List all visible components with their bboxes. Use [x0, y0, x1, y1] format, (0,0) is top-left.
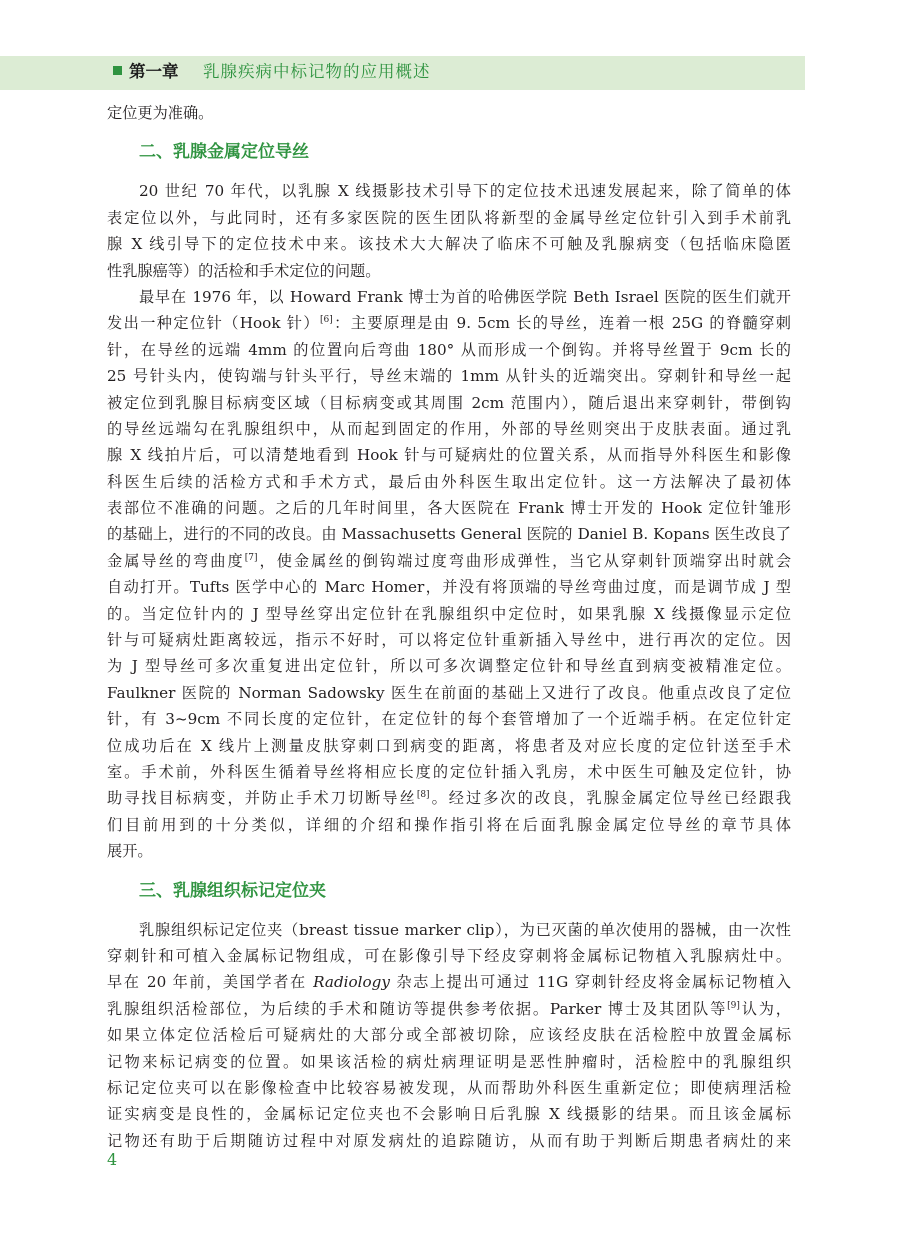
text-line: 腺 X 线引导下的定位技术中来。该技术大大解决了临床不可触及乳腺病变（包括临床隐匿	[107, 235, 791, 254]
text-line: 表部位不准确的问题。之后的几年时间里，各大医院在 Frank 博士开发的 Hook 定位针雏形	[107, 499, 791, 518]
text-line: 的。当定位针内的 J 型导丝穿出定位针在乳腺组织中定位时，如果乳腺 X 线摄像显示定位	[107, 604, 791, 623]
text-line: 为 J 型导丝可多次重复进出定位针，所以可多次调整定位针和导丝直到病变被精准定位。	[107, 657, 791, 676]
text-line: 记物还有助于后期随访过程中对原发病灶的追踪随访，从而有助于判断后期患者病灶的来	[107, 1131, 791, 1150]
section-heading-metal-wire: 二、乳腺金属定位导丝	[139, 142, 309, 163]
text-line: 展开。	[107, 842, 153, 861]
text-line: 针与可疑病灶距离较远，指示不好时，可以将定位针重新插入导丝中，进行再次的定位。因	[107, 631, 791, 650]
text-line: 性乳腺癌等）的活检和手术定位的问题。	[107, 261, 381, 280]
text-line: 们目前用到的十分类似，详细的介绍和操作指引将在后面乳腺金属定位导丝的章节具体	[107, 815, 791, 834]
text-line: 的基础上，进行的不同的改良。由 Massachusetts General 医院的 Daniel B. Kopans 医生改良了	[107, 525, 791, 544]
paragraph	[107, 917, 791, 1155]
page-body	[107, 100, 791, 1154]
text-line: 定位更为准确。	[107, 104, 214, 122]
text-line: 助寻找目标病变，并防止手术刀切断导丝[8]。经过多次的改良，乳腺金属定位导丝已经跟我	[107, 789, 791, 808]
intro-paragraph	[107, 100, 791, 126]
text-line: 腺 X 线拍片后，可以清楚地看到 Hook 针与可疑病灶的位置关系，从而指导外科医生和影像	[107, 446, 791, 465]
text-line: 自动打开。Tufts 医学中心的 Marc Homer，并没有将顶端的导丝弯曲过度，而是调节成 J 型	[107, 578, 791, 597]
text-line: 表定位以外，与此同时，还有多家医院的医生团队将新型的金属导丝定位针引入到手术前乳	[107, 208, 791, 227]
text-line: 25 号针头内，使钩端与针头平行，导丝末端的 1mm 从针头的近端突出。穿刺针和导丝一起	[107, 367, 791, 386]
text-line: 室。手术前，外科医生循着导丝将相应长度的定位针插入乳房，术中医生可触及定位针，协	[107, 762, 791, 781]
text-line: 穿刺针和可植入金属标记物组成，可在影像引导下经皮穿刺将金属标记物植入乳腺病灶中。	[107, 946, 791, 965]
chapter-number: 第一章	[129, 62, 179, 81]
text-line: 早在 20 年前，美国学者在 Radiology 杂志上提出可通过 11G 穿刺针经皮将金属标记物植入	[107, 973, 791, 992]
text-line: 位成功后在 X 线片上测量皮肤穿刺口到病变的距离，将患者及对应长度的定位针送至手术	[107, 736, 791, 755]
text-line: 乳腺组织活检部位，为后续的手术和随访等提供参考依据。Parker 博士及其团队等[9]认为，	[107, 999, 791, 1018]
text-line: 乳腺组织标记定位夹（breast tissue marker clip），为已灭菌的单次使用的器械，由一次性	[139, 920, 791, 939]
paragraph	[107, 284, 791, 865]
chapter-marker-icon	[113, 66, 122, 75]
text-line: 被定位到乳腺目标病变区域（目标病变或其周围 2cm 范围内），随后退出来穿刺针，带倒钩	[107, 393, 791, 412]
chapter-title: 乳腺疾病中标记物的应用概述	[203, 62, 431, 81]
text-line: 发出一种定位针（Hook 针）[6]：主要原理是由 9. 5cm 长的导丝，连着一根 25G 的脊髓穿刺	[107, 314, 791, 333]
text-line: 的导丝远端勾在乳腺组织中，从而起到固定的作用，外部的导丝则突出于皮肤表面。通过乳	[107, 419, 791, 438]
text-line: 最早在 1976 年，以 Howard Frank 博士为首的哈佛医学院 Beth Israel 医院的医生们就开	[139, 287, 791, 306]
text-line: 证实病变是良性的，金属标记定位夹也不会影响日后乳腺 X 线摄影的结果。而且该金属标	[107, 1105, 791, 1124]
section-heading-marker-clip: 三、乳腺组织标记定位夹	[139, 880, 326, 901]
text-line: 科医生后续的活检方式和手术方式，最后由外科医生取出定位针。这一方法解决了最初体	[107, 472, 791, 491]
text-line: 金属导丝的弯曲度[7]，使金属丝的倒钩端过度弯曲形成弹性，当它从穿刺针顶端穿出时就会	[107, 551, 791, 570]
text-line: 20 世纪 70 年代，以乳腺 X 线摄影技术引导下的定位技术迅速发展起来，除了简单的体	[139, 182, 791, 201]
text-line: 针，有 3~9cm 不同长度的定位针，在定位针的每个套管增加了一个近端手柄。在定位针定	[107, 710, 791, 729]
text-line: Faulkner 医院的 Norman Sadowsky 医生在前面的基础上又进行了改良。他重点改良了定位	[107, 683, 791, 702]
page-number: 4	[107, 1150, 118, 1169]
text-line: 记物来标记病变的位置。如果该活检的病灶病理证明是恶性肿瘤时，活检腔中的乳腺组织	[107, 1052, 791, 1071]
text-line: 标记定位夹可以在影像检查中比较容易被发现，从而帮助外科医生重新定位；即使病理活检	[107, 1078, 791, 1097]
text-line: 针，在导丝的远端 4mm 的位置向后弯曲 180° 从而形成一个倒钩。并将导丝置于 9cm 长的	[107, 340, 791, 359]
paragraph	[107, 178, 791, 284]
text-line: 如果立体定位活检后可疑病灶的大部分或全部被切除，应该经皮肤在活检腔中放置金属标	[107, 1026, 791, 1045]
